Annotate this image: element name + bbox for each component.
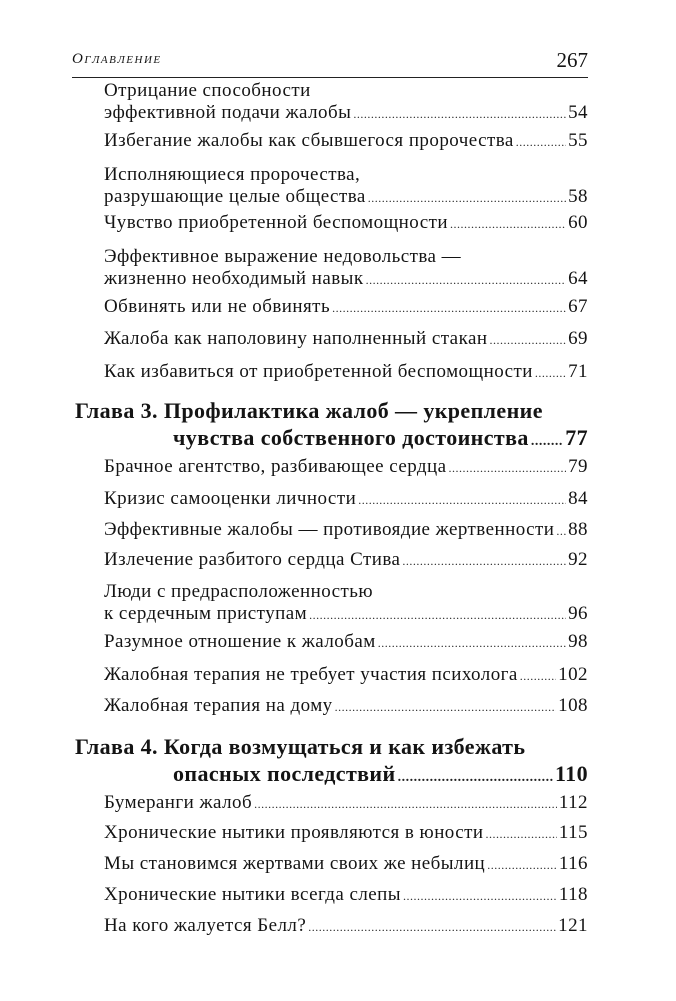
toc-entry-page: 115 (558, 822, 588, 843)
toc-entry (104, 164, 588, 209)
leader-dots (516, 131, 566, 153)
toc-entry-title: к сердечным приступам (104, 603, 308, 624)
toc-entry (104, 212, 588, 235)
page-header (72, 48, 588, 78)
toc-entry-title: Хронические нытики проявляются в юности (104, 822, 484, 843)
toc-entry (104, 361, 588, 384)
toc-entry (104, 884, 588, 907)
leader-dots (254, 793, 557, 815)
toc-entry-title: На кого жалуется Белл? (104, 915, 307, 936)
toc-entry-title-line: Отрицание способности (104, 80, 311, 101)
toc-entry-title: Мы становимся жертвами своих же небылиц (104, 853, 486, 874)
leader-dots (489, 329, 566, 351)
toc-entry-title: Жалобная терапия не требует участия психолога (104, 664, 518, 685)
toc-entry-title: Жалоба как наполовину наполненный стакан (104, 328, 488, 349)
toc-entry-page: 60 (568, 212, 588, 233)
chapter-title-line: Глава 4. Когда возмущаться и как избежать (75, 734, 526, 759)
toc-entry-title: Как избавиться от приобретенной беспомощности (104, 361, 533, 382)
leader-dots (398, 764, 553, 791)
toc-entry-title-line: Исполняющиеся пророчества, (104, 164, 361, 185)
chapter-page: 110 (555, 761, 588, 786)
toc-entry (104, 915, 588, 938)
toc-entry-page: 102 (558, 664, 588, 685)
toc-entry (104, 296, 588, 319)
leader-dots (556, 520, 566, 542)
leader-dots (520, 665, 556, 687)
leader-dots (403, 885, 557, 907)
toc-entry-page: 58 (568, 186, 588, 207)
toc-entry-title: Хронические нытики всегда слепы (104, 884, 401, 905)
leader-dots (449, 457, 567, 479)
toc-entry-page: 121 (558, 915, 588, 936)
toc-entry (104, 80, 588, 125)
leader-dots (402, 550, 566, 572)
leader-dots (535, 362, 566, 384)
toc-entry-page: 84 (568, 488, 588, 509)
toc-entry (104, 792, 588, 815)
toc-entry-page: 92 (568, 549, 588, 570)
toc-entry-page: 79 (568, 456, 588, 477)
leader-dots (368, 187, 566, 209)
toc-entry-title: Разумное отношение к жалобам (104, 631, 376, 652)
chapter-title: опасных последствий (173, 761, 396, 786)
toc-entry (104, 822, 588, 845)
toc-entry-page: 67 (568, 296, 588, 317)
leader-dots (487, 854, 557, 876)
toc-entry-page: 116 (558, 853, 588, 874)
toc-entry-title: жизненно необходимый навык (104, 268, 364, 289)
leader-dots (353, 103, 566, 125)
running-head: Оглавление (72, 51, 162, 67)
toc-entry (104, 488, 588, 511)
leader-dots (450, 213, 566, 235)
toc-entry-page: 88 (568, 519, 588, 540)
toc-entry (104, 664, 588, 687)
toc-entry-title: Чувство приобретенной беспомощности (104, 212, 448, 233)
toc-entry (104, 695, 588, 718)
toc-entry (104, 130, 588, 153)
toc-entry (104, 581, 588, 626)
leader-dots (486, 823, 557, 845)
leader-dots (335, 696, 557, 718)
chapter-page: 77 (565, 425, 588, 450)
toc-entry-title: разрушающие целые общества (104, 186, 366, 207)
toc-entry-page: 69 (568, 328, 588, 349)
toc-entry-page: 64 (568, 268, 588, 289)
leader-dots (332, 297, 566, 319)
toc-entry (104, 853, 588, 876)
toc-entry-page: 55 (568, 130, 588, 151)
toc-entry (104, 246, 588, 291)
chapter-title: чувства собственного достоинства (173, 425, 529, 450)
toc-entry-page: 54 (568, 102, 588, 123)
toc-entry-page: 96 (568, 603, 588, 624)
toc-entry-page: 112 (558, 792, 588, 813)
leader-dots (378, 632, 566, 654)
toc-entry-title: Брачное агентство, разбивающее сердца (104, 456, 447, 477)
toc-entry-title: Жалобная терапия на дому (104, 695, 333, 716)
toc-entry-title: эффективной подачи жалобы (104, 102, 352, 123)
toc-entry (104, 549, 588, 572)
chapter-heading (75, 397, 588, 455)
toc-entry (104, 328, 588, 351)
toc-entry-page: 118 (558, 884, 588, 905)
toc-entry (104, 519, 588, 542)
toc-entry-title: Избегание жалобы как сбывшегося пророчества (104, 130, 514, 151)
toc-entry-title: Эффективные жалобы — противоядие жертвенности (104, 519, 555, 540)
chapter-title-line: Глава 3. Профилактика жалоб — укрепление (75, 398, 543, 423)
chapter-heading (75, 733, 588, 791)
leader-dots (366, 269, 567, 291)
toc-entry-title: Кризис самооценки личности (104, 488, 357, 509)
toc-entry-page: 71 (568, 361, 588, 382)
leader-dots (309, 604, 566, 626)
toc-entry-title-line: Эффективное выражение недовольства — (104, 246, 462, 267)
toc-entry (104, 631, 588, 654)
toc-entry (104, 456, 588, 479)
toc-entry-page: 98 (568, 631, 588, 652)
toc-entry-title: Бумеранги жалоб (104, 792, 253, 813)
toc-entry-title: Излечение разбитого сердца Стива (104, 549, 401, 570)
toc-entry-page: 108 (558, 695, 588, 716)
leader-dots (358, 489, 566, 511)
toc-entry-title-line: Люди с предрасположенностью (104, 581, 374, 602)
toc-entry-title: Обвинять или не обвинять (104, 296, 331, 317)
leader-dots (531, 428, 563, 455)
leader-dots (308, 916, 556, 938)
page-number: 267 (556, 48, 588, 72)
